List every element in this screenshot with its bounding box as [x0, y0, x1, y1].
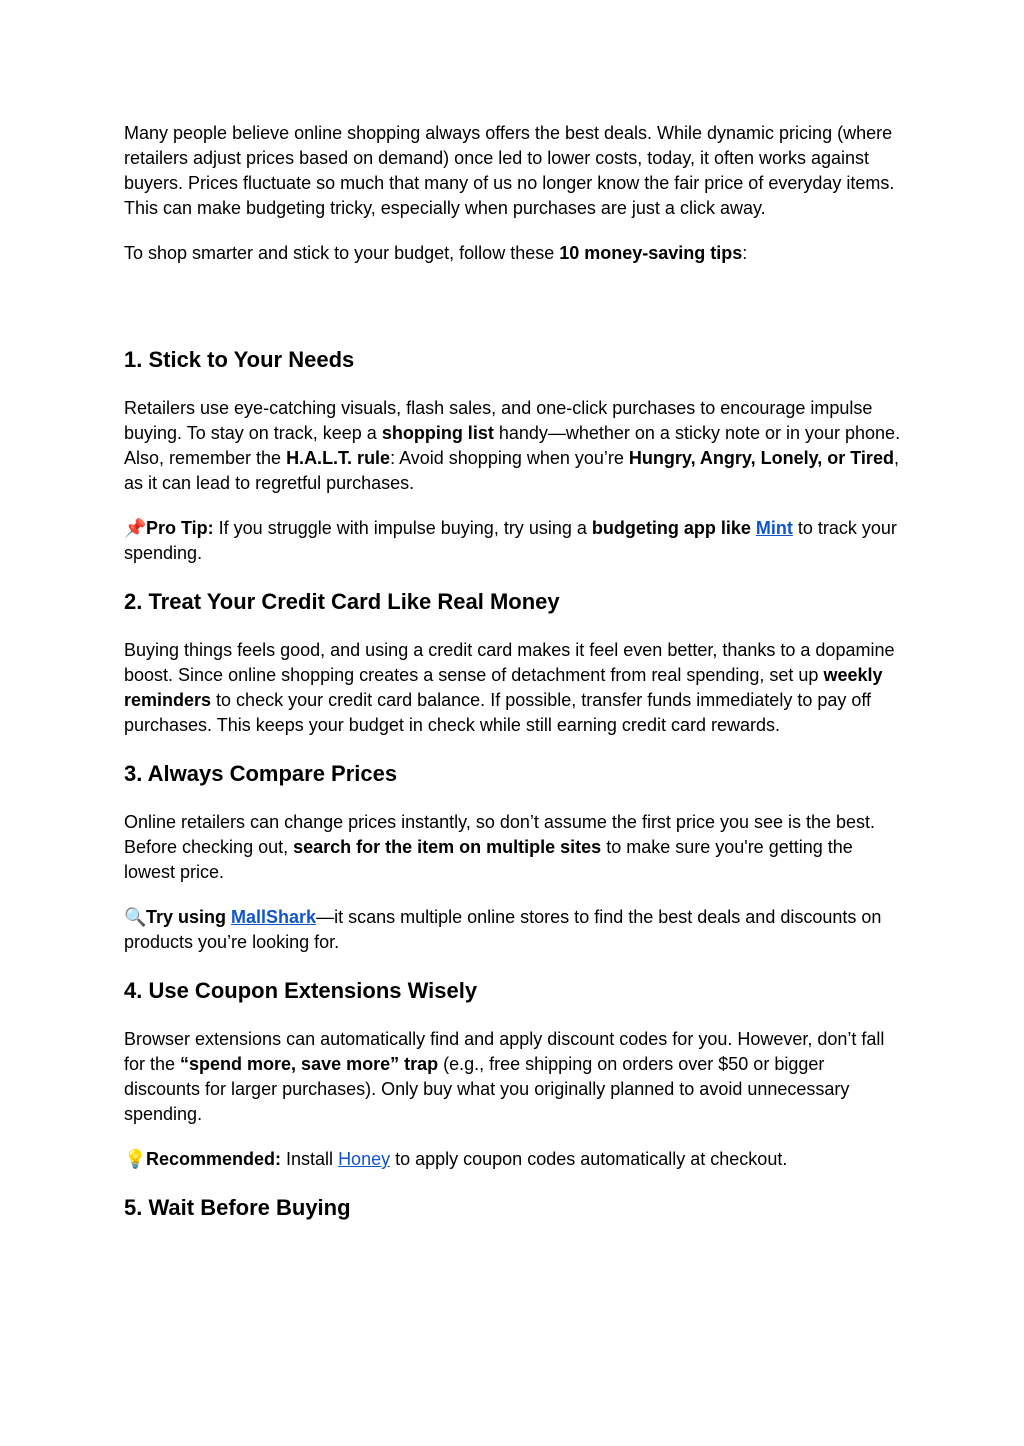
body-text: Browser extensions can automatically find and apply discount codes for you. However, don’t fall for the	[124, 1029, 885, 1074]
tip-label-text: Try using	[146, 907, 232, 927]
section-2-body	[124, 638, 904, 738]
section-4-recommendation	[124, 1147, 904, 1172]
body-bold: Hungry, Angry, Lonely, or Tired	[628, 448, 894, 468]
body-bold: H.A.L.T. rule	[286, 448, 391, 468]
intro-text: To shop smarter and stick to your budget, follow these	[124, 243, 560, 263]
body-text: (e.g., free shipping on orders over $50 or bigger discounts for larger purchases). Only buy what you originally planned to avoid unnecessary spending.	[124, 1054, 850, 1124]
section-4-body	[124, 1027, 904, 1127]
honey-link[interactable]: Honey	[338, 1149, 391, 1169]
body-text: : Avoid shopping when you’re	[390, 448, 629, 468]
section-3-body	[124, 810, 904, 885]
intro-tips-paragraph	[124, 241, 904, 266]
body-text: , as it can lead to regretful purchases.	[124, 448, 899, 493]
body-bold: search for the item on multiple sites	[293, 837, 602, 857]
section-4-heading: 4. Use Coupon Extensions Wisely	[124, 978, 478, 1003]
section-1-pro-tip	[124, 516, 904, 566]
tip-label: Pro Tip:	[146, 518, 214, 538]
body-bold: weekly reminders	[124, 665, 883, 710]
section-1-heading: 1. Stick to Your Needs	[124, 347, 355, 372]
body-text: Buying things feels good, and using a credit card makes it feel even better, thanks to a dopamine boost. Since online shopping creates a sense of detachment from real spending, set up	[124, 640, 895, 685]
tip-text: to apply coupon codes automatically at checkout.	[390, 1149, 788, 1169]
body-text: handy—whether on a sticky note or in your phone. Also, remember the	[124, 423, 901, 468]
intro-paragraph: Many people believe online shopping always offers the best deals. While dynamic pricing (where retailers adjust prices based on demand) once led to lower costs, today, it often works against buyers. Prices fluctuate so much that many of us no longer know the fair price of everyday items. This can make budgeting tricky, especially when purchases are just a click away.	[124, 123, 895, 218]
tip-text: If you struggle with impulse buying, try using a	[213, 518, 592, 538]
tip-bold	[592, 518, 793, 538]
section-5-heading: 5. Wait Before Buying	[124, 1195, 351, 1220]
mint-link[interactable]: Mint	[755, 518, 793, 538]
tip-label	[146, 907, 316, 927]
body-text: to check your credit card balance. If possible, transfer funds immediately to pay off purchases. This keeps your budget in check while still earning credit card rewards.	[124, 690, 872, 735]
pushpin-icon: 📌	[124, 518, 147, 539]
body-bold: “spend more, save more” trap	[180, 1054, 439, 1074]
section-3-heading: 3. Always Compare Prices	[124, 761, 398, 786]
mallshark-link[interactable]: MallShark	[231, 907, 317, 927]
tip-label: Recommended:	[146, 1149, 282, 1169]
document-page	[124, 121, 904, 1223]
body-text: Retailers use eye-catching visuals, flash sales, and one-click purchases to encourage impulse buying. To stay on track, keep a	[124, 398, 873, 443]
intro-bold: 10 money-saving tips	[559, 243, 743, 263]
tip-text: Install	[281, 1149, 339, 1169]
tip-text: to track your spending.	[124, 518, 897, 563]
section-3-tip	[124, 905, 904, 955]
tip-text: —it scans multiple online stores to find the best deals and discounts on products you’re looking for.	[124, 907, 882, 952]
section-1-body	[124, 396, 904, 496]
body-bold: shopping list	[381, 423, 494, 443]
section-2-heading: 2. Treat Your Credit Card Like Real Money	[124, 589, 560, 614]
intro-colon: :	[742, 243, 748, 263]
body-text: Online retailers can change prices instantly, so don’t assume the first price you see is the best. Before checking out,	[124, 812, 876, 857]
magnifier-icon: 🔍	[124, 907, 147, 928]
tip-bold-text: budgeting app like	[591, 518, 756, 538]
lightbulb-icon: 💡	[124, 1149, 147, 1170]
body-text: to make sure you're getting the lowest price.	[124, 837, 853, 882]
